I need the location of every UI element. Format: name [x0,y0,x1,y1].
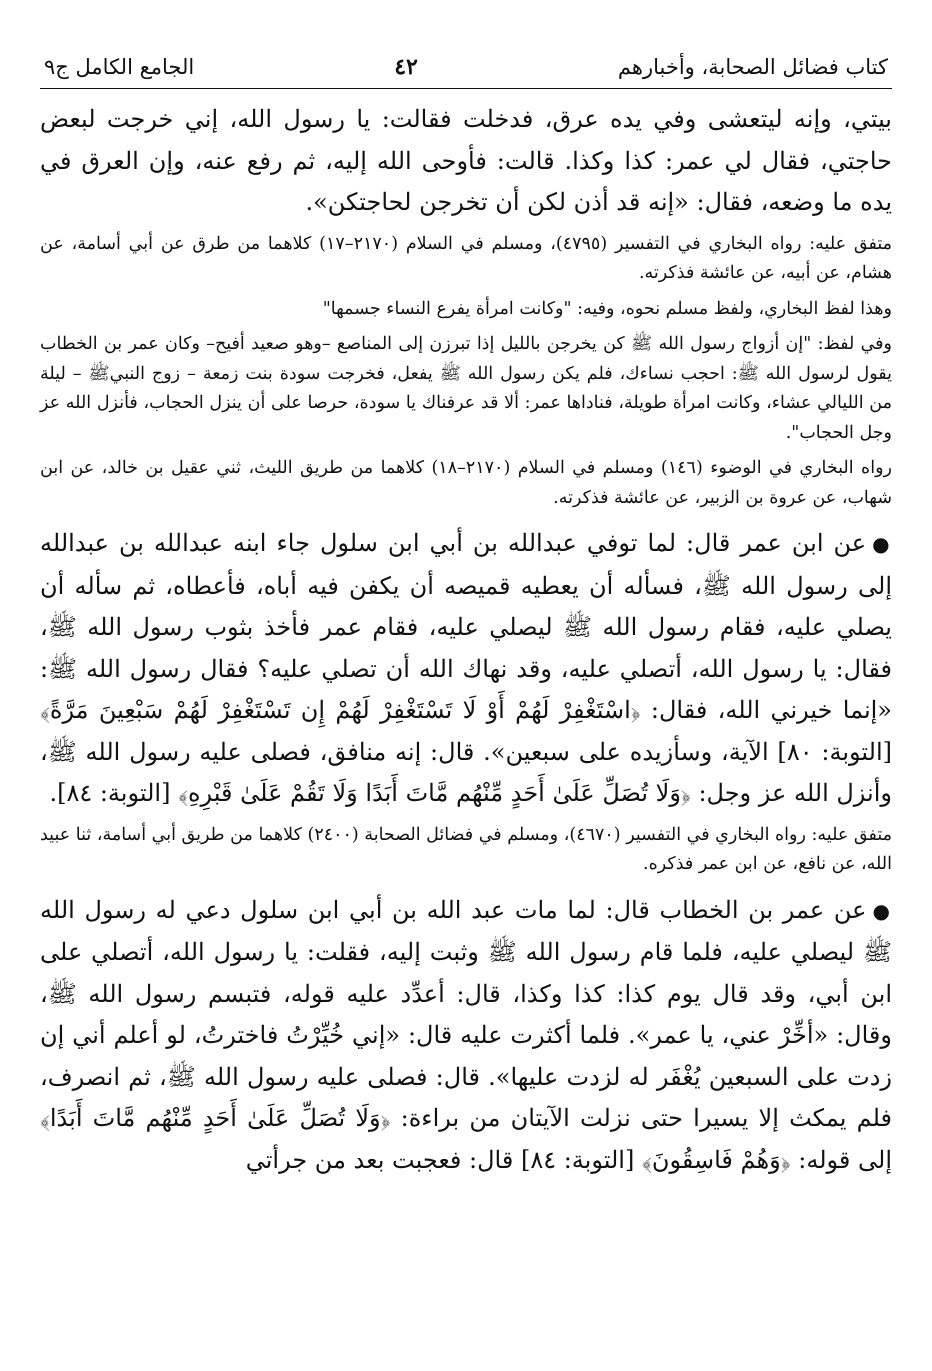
page-number: ٤٢ [394,54,418,80]
bullet-icon: ● [872,532,893,556]
hadith-text: عن ابن عمر قال: لما توفي عبدالله بن أبي ابن سلول جاء ابنه عبدالله بن عبدالله إلى رسول الله ﷺ، فسأله أن يعطيه قميصه أن يكفن فيه أباه، فأعطاه، ثم سأله أن يصلي عليه، فقام رسول الله ﷺ ليصلي عليه، فقام عمر فأخذ بثوب رسول الله ﷺ، فقال: يا رسول الله، أتصلي عليه، وقد نهاك الله أن تصلي عليه؟ فقال رسول الله ﷺ: «إنما خيرني الله، فقال: ﴿اسْتَغْفِرْ لَهُمْ أَوْ لَا تَسْتَغْفِرْ لَهُمْ إِن تَسْتَغْفِرْ لَهُمْ سَبْعِينَ مَرَّةً﴾ [التوبة: ٨٠] الآية، وسأزيده على سبعين». قال: إنه منافق، فصلى عليه رسول الله ﷺ، وأنزل الله عز وجل: ﴿وَلَا تُصَلِّ عَلَىٰ أَحَدٍ مِّنْهُم مَّاتَ أَبَدًا وَلَا تَقُمْ عَلَىٰ قَبْرِهِ﴾ [التوبة: ٨٤]. [40,529,892,807]
hadith-text: بيتي، وإنه ليتعشى وفي يده عرق، فدخلت فقالت: يا رسول الله، إني خرجت لبعض حاجتي، فقال لي عمر: كذا وكذا. قالت: فأوحى الله إليه، ثم رفع عنه، وإن العرق في يده ما وضعه، فقال: «إنه قد أذن لكن أن تخرجن لحاجتكن». [40,105,892,216]
book-title: كتاب فضائل الصحابة، وأخبارهم [617,55,888,79]
takhrij-note [40,230,892,289]
note-text: وفي لفظ: "إن أزواج رسول الله ﷺ كن يخرجن بالليل إذا تبرزن إلى المناصع –وهو صعيد أفيح– وكان عمر بن الخطاب يقول لرسول الله ﷺ: احجب نساءك، فلم يكن رسول الله ﷺ يفعل، فخرجت سودة بنت زمعة – زوج النبيﷺ – ليلة من الليالي عشاء، وكانت امرأة طويلة، فناداها عمر: ألا قد عرفناك يا سودة، حرصا على أن ينزل الحجاب، فأنزل الله عز وجل الحجاب". [40,334,892,443]
takhrij-note [40,821,892,880]
hadith-paragraph [40,890,892,1182]
hadith-text: عن عمر بن الخطاب قال: لما مات عبد الله بن أبي ابن سلول دعي له رسول الله ﷺ ليصلي عليه، فلما قام رسول الله ﷺ وثبت إليه، فقلت: يا رسول الله، أتصلي على ابن أبي، وقد قال يوم كذا: كذا وكذا، قال: أعدِّد عليه قوله، فتبسم رسول الله ﷺ، وقال: «أخِّرْ عني، يا عمر». فلما أكثرت عليه قال: «إني خُيِّرْتُ فاخترتُ، لو أعلم أني إن زدت على السبعين يُغْفَر له لزدت عليها». قال: فصلى عليه رسول الله ﷺ، ثم انصرف، فلم يمكث إلا يسيرا حتى نزلت الآيتان من براءة: ﴿وَلَا تُصَلِّ عَلَىٰ أَحَدٍ مِّنْهُم مَّاتَ أَبَدًا﴾ إلى قوله: ﴿وَهُمْ فَاسِقُونَ﴾ [التوبة: ٨٤] قال: فعجبت بعد من جرأتي [40,895,893,1174]
hadith-paragraph [40,523,892,815]
page-header [40,52,892,89]
book-page [40,52,892,1181]
hadith-paragraph [40,99,892,224]
takhrij-note [40,295,892,325]
note-text: متفق عليه: رواه البخاري في التفسير (٤٧٩٥)، ومسلم في السلام (٢١٧٠–١٧) كلاهما من طرق عن أبي أسامة، عن هشام، عن أبيه، عن عائشة فذكرته. [40,233,892,283]
note-text: وهذا لفظ البخاري، ولفظ مسلم نحوه، وفيه: "وكانت امرأة يفرع النساء جسمها" [322,298,892,319]
takhrij-note [40,454,892,513]
note-text: متفق عليه: رواه البخاري في التفسير (٤٦٧٠)، ومسلم في فضائل الصحابة (٢٤٠٠) كلاهما من طريق أبي أسامة، ثنا عبيد الله، عن نافع، عن ابن عمر فذكره. [40,824,892,874]
note-text: رواه البخاري في الوضوء (١٤٦) ومسلم في السلام (٢١٧٠–١٨) كلاهما من طريق الليث، ثني عقيل بن خالد، عن ابن شهاب، عن عروة بن الزبير، عن عائشة فذكرته. [40,458,892,508]
takhrij-note [40,330,892,448]
volume-label: الجامع الكامل ج٩ [44,55,195,79]
bullet-icon: ● [872,898,893,923]
page-body [40,89,892,1181]
